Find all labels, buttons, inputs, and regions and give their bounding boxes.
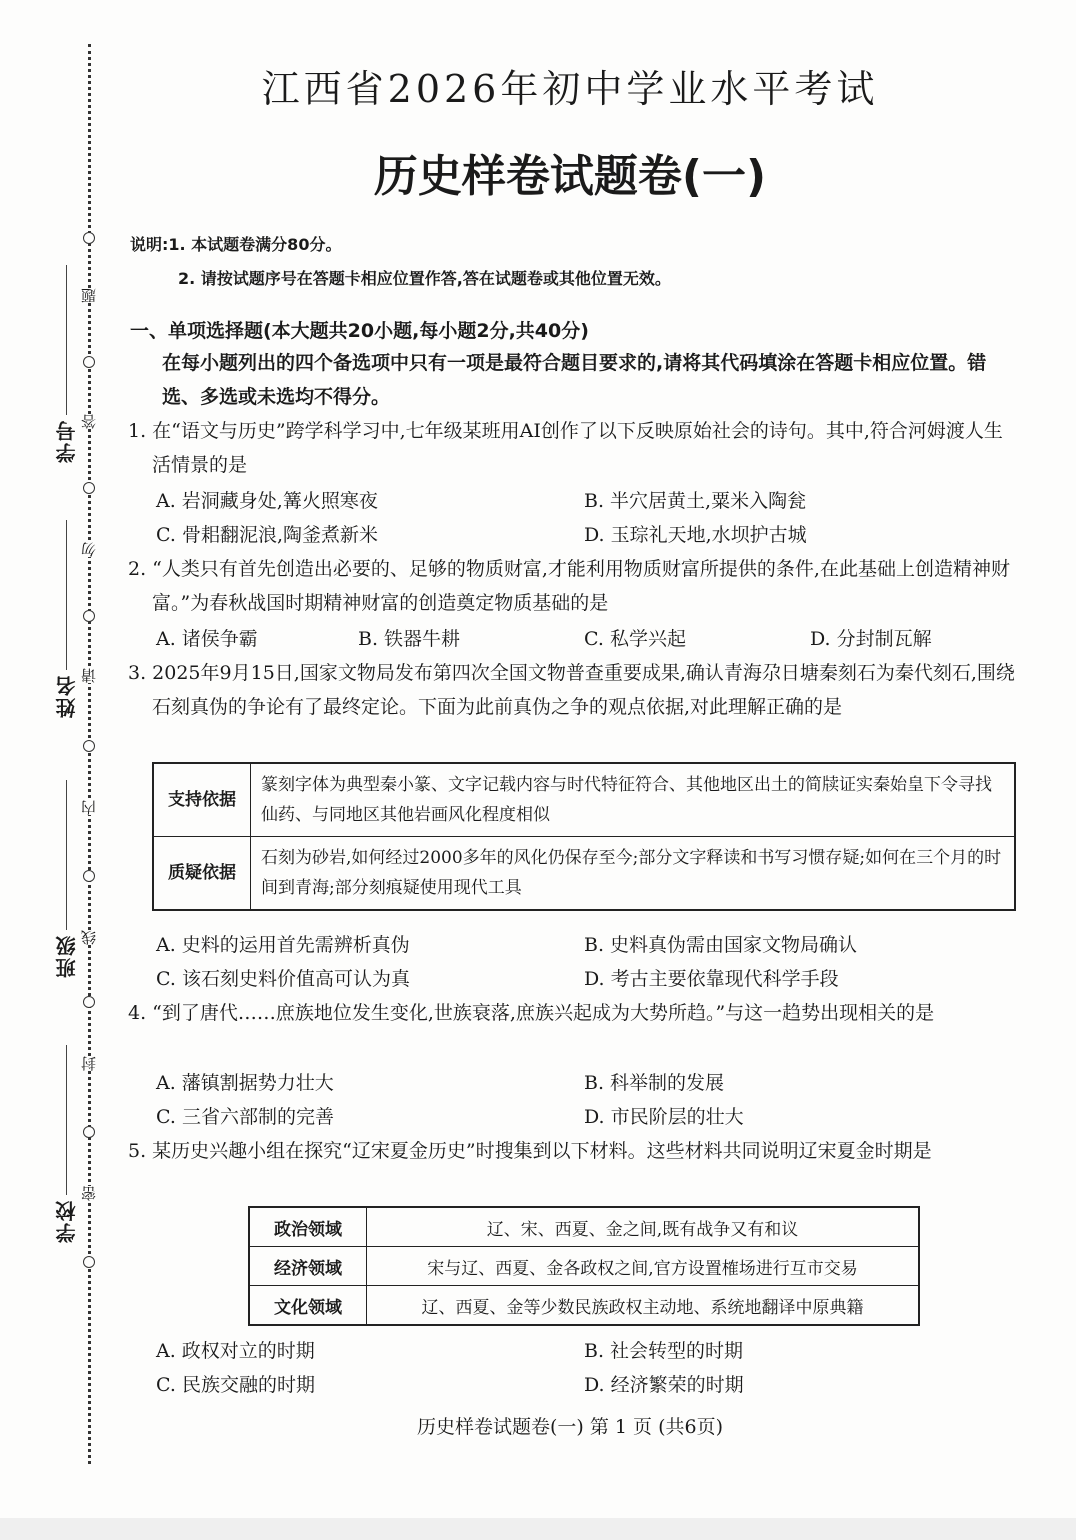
table-row <box>153 837 1015 911</box>
exam-title: 江西省2026年初中学业水平考试 <box>261 67 879 111</box>
q3-option-a: A. 史料的运用首先需辨析真伪 <box>156 934 410 956</box>
scan-bottom-band <box>0 1518 1076 1540</box>
seal-circle <box>83 356 95 368</box>
seal-char: 勿 <box>78 542 102 557</box>
seal-circle <box>83 1126 95 1138</box>
question-5 <box>128 1134 1018 1168</box>
table-header-cell: 文化领域 <box>249 1286 367 1326</box>
student-id-blank <box>66 265 67 415</box>
q3-option-c: C. 该石刻史料价值高可认为真 <box>156 968 410 990</box>
seal-circle <box>83 482 95 494</box>
question-4 <box>128 996 1018 1030</box>
q2-option-b: B. 铁器牛耕 <box>358 628 461 650</box>
seal-chars <box>78 0 102 1540</box>
table-row <box>153 763 1015 837</box>
school-blank <box>66 1045 67 1195</box>
seal-circle <box>83 232 95 244</box>
table-cell: 石刻为砂岩,如何经过2000多年的风化仍保存至今;部分文字释读和书写习惯存疑;如何在三个月的时间到青海;部分刻痕疑使用现代工具 <box>251 837 1016 911</box>
seal-circle <box>83 870 95 882</box>
q5-option-d: D. 经济繁荣的时期 <box>584 1374 744 1396</box>
table-cell: 篆刻字体为典型秦小篆、文字记载内容与时代特征符合、其他地区出土的简牍证实秦始皇下令寻找仙药、与同地区其他岩画风化程度相似 <box>251 763 1016 837</box>
q1-option-c: C. 骨耜翻泥浪,陶釜煮新米 <box>156 524 378 546</box>
q2-option-d: D. 分封制瓦解 <box>810 628 932 650</box>
question-stem: 4. “到了唐代……庶族地位发生变化,世族衰落,庶族兴起成为大势所趋。”与这一趋势出现相关的是 <box>128 1002 935 1024</box>
table-header-cell: 政治领域 <box>249 1207 367 1247</box>
class-blank <box>66 780 67 930</box>
q5-option-b: B. 社会转型的时期 <box>584 1340 744 1362</box>
q4-option-c: C. 三省六部制的完善 <box>156 1106 334 1128</box>
q5-option-c: C. 民族交融的时期 <box>156 1374 315 1396</box>
question-stem: 2. “人类只有首先创造出必要的、足够的物质财富,才能利用物质财富所提供的条件,在此基础上创造精神财富。”为春秋战国时期精神财富的创造奠定物质基础的是 <box>128 558 1010 614</box>
paper-title: 历史样卷试题卷(一) <box>373 151 767 202</box>
table-header-cell: 质疑依据 <box>153 837 251 911</box>
q5-option-a: A. 政权对立的时期 <box>156 1340 315 1362</box>
question-2 <box>128 552 1018 620</box>
evidence-table <box>152 762 1016 911</box>
seal-circle <box>83 1256 95 1268</box>
table-row <box>249 1207 919 1247</box>
class-label: 班级 <box>54 934 79 978</box>
q4-option-d: D. 市民阶层的壮大 <box>584 1106 744 1128</box>
question-stem: 5. 某历史兴趣小组在探究“辽宋夏金历史”时搜集到以下材料。这些材料共同说明辽宋夏金时期是 <box>128 1140 932 1162</box>
section-heading: 一、单项选择题(本大题共20小题,每小题2分,共40分) <box>130 320 589 342</box>
seal-char: 封 <box>78 1056 102 1071</box>
q3-option-b: B. 史料真伪需由国家文物局确认 <box>584 934 858 956</box>
school-label: 学校 <box>54 1199 79 1243</box>
q4-option-a: A. 藩镇割据势力壮大 <box>156 1072 334 1094</box>
table-row <box>249 1247 919 1286</box>
seal-char: 内 <box>78 800 102 815</box>
table-row <box>249 1286 919 1326</box>
seal-char: 密 <box>78 1186 102 1201</box>
name-blank <box>66 520 67 670</box>
student-id-label: 学号 <box>54 419 79 463</box>
table-cell: 宋与辽、西夏、金各政权之间,官方设置榷场进行互市交易 <box>367 1247 920 1286</box>
q1-option-a: A. 岩洞藏身处,篝火照寒夜 <box>156 490 378 512</box>
name-label: 姓名 <box>54 674 79 718</box>
table-header-cell: 支持依据 <box>153 763 251 837</box>
q1-option-b: B. 半穴居黄土,粟米入陶瓮 <box>584 490 807 512</box>
seal-char: 线 <box>78 930 102 945</box>
question-1 <box>128 414 1018 482</box>
seal-char: 答 <box>78 414 102 429</box>
question-stem: 3. 2025年9月15日,国家文物局发布第四次全国文物普查重要成果,确认青海尕日塘秦刻石为秦代刻石,围绕石刻真伪的争论有了最终定论。下面为此前真伪之争的观点依据,对此理解正确的是 <box>128 662 1015 718</box>
q2-option-a: A. 诸侯争霸 <box>156 628 258 650</box>
question-3 <box>128 656 1018 724</box>
seal-circle <box>83 996 95 1008</box>
q3-option-d: D. 考古主要依靠现代科学手段 <box>584 968 839 990</box>
q1-option-d: D. 玉琮礼天地,水坝护古城 <box>584 524 807 546</box>
table-cell: 辽、宋、西夏、金之间,既有战争又有和议 <box>367 1207 920 1247</box>
table-header-cell: 经济领域 <box>249 1247 367 1286</box>
materials-table <box>248 1206 920 1326</box>
q4-option-b: B. 科举制的发展 <box>584 1072 725 1094</box>
table-cell: 辽、西夏、金等少数民族政权主动地、系统地翻译中原典籍 <box>367 1286 920 1326</box>
seal-char: 题 <box>78 288 102 303</box>
seal-circle <box>83 610 95 622</box>
instruction-1: 说明:1. 本试题卷满分80分。 <box>130 235 342 254</box>
page-footer: 历史样卷试题卷(一) 第 1 页 (共6页) <box>417 1416 723 1438</box>
question-stem: 1. 在“语文与历史”跨学科学习中,七年级某班用AI创作了以下反映原始社会的诗句。其中,符合河姆渡人生活情景的是 <box>128 420 1003 476</box>
q2-option-c: C. 私学兴起 <box>584 628 686 650</box>
seal-char: 请 <box>78 668 102 683</box>
instruction-2: 2. 请按试题序号在答题卡相应位置作答,答在试题卷或其他位置无效。 <box>178 269 671 288</box>
seal-circle <box>83 740 95 752</box>
section-description: 在每小题列出的四个备选项中只有一项是最符合题目要求的,请将其代码填涂在答题卡相应位置。错选、多选或未选均不得分。 <box>162 352 987 408</box>
